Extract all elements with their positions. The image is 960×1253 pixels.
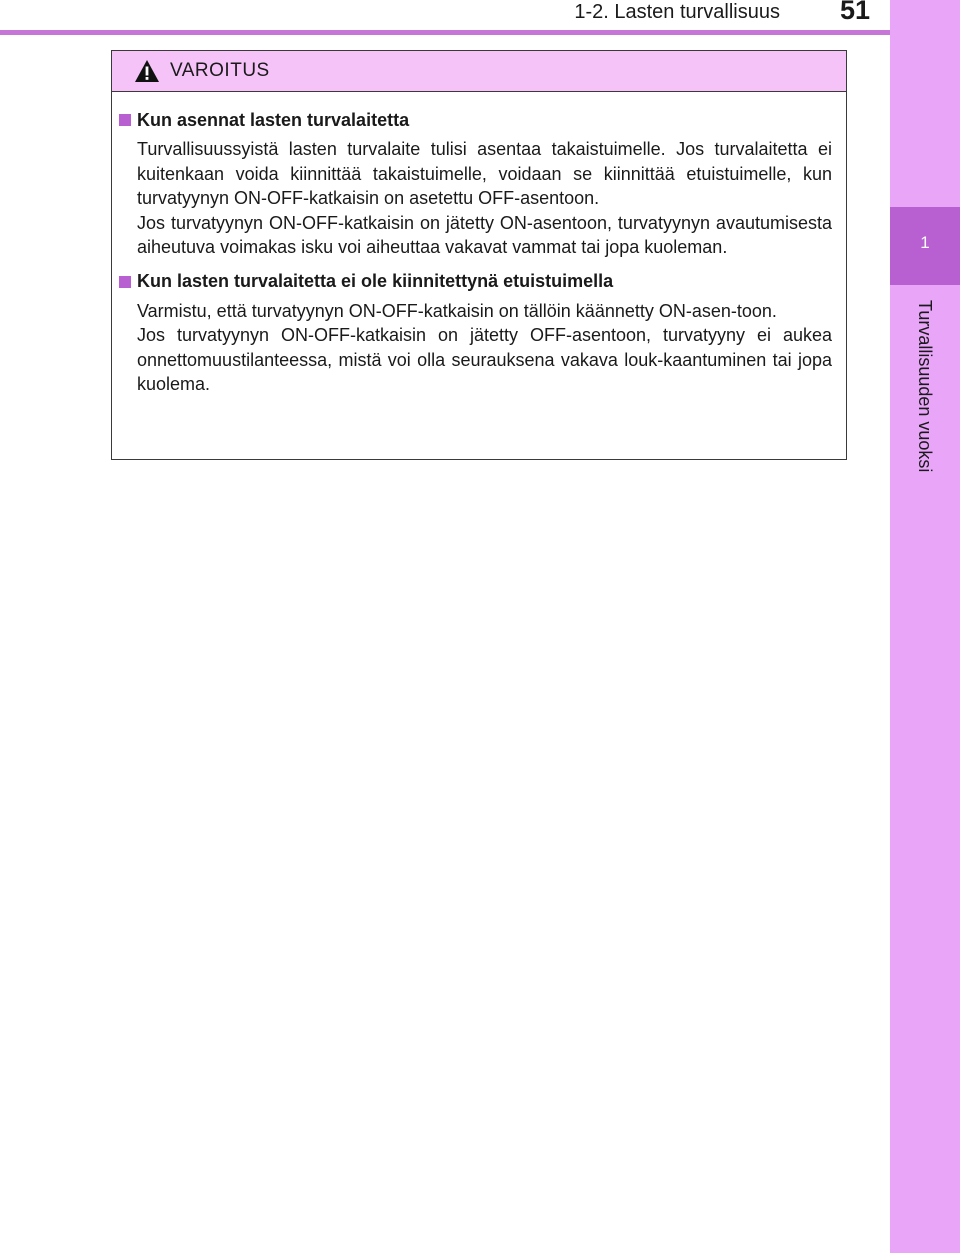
- paragraph: Jos turvatyynyn ON-OFF-katkaisin on jätetty OFF-asentoon, turvatyyny ei aukea onnettomuustilanteessa, mistä voi olla seurauksena vakava louk-kaantuminen tai jopa kuolema.: [137, 325, 832, 394]
- warning-triangle-icon: [134, 59, 160, 83]
- chapter-label: Turvallisuuden vuoksi: [915, 300, 935, 473]
- warning-body: [112, 92, 846, 397]
- square-bullet-icon: [119, 114, 131, 126]
- paragraph: Varmistu, että turvatyynyn ON-OFF-katkaisin on tällöin käännetty ON-asen-toon.: [137, 300, 777, 321]
- warning-section-not-front: [119, 270, 832, 397]
- section-heading-text: Kun asennat lasten turvalaitetta: [137, 109, 410, 130]
- paragraph: Jos turvatyynyn ON-OFF-katkaisin on jätetty ON-asentoon, turvatyynyn avautumisesta aiheutuva voimakas isku voi aiheuttaa vakavat vammat tai jopa kuoleman.: [137, 212, 832, 257]
- square-bullet-icon: [119, 276, 131, 288]
- section-heading-text: Kun lasten turvalaitetta ei ole kiinnitettynä etuistuimella: [137, 271, 614, 291]
- warning-header: [112, 51, 846, 92]
- chapter-number: 1: [890, 207, 960, 285]
- warning-box: [111, 50, 847, 460]
- page-number: 51: [839, 0, 871, 25]
- paragraph: Turvallisuussyistä lasten turvalaite tulisi asentaa takaistuimelle. Jos turvalaitetta ei kuitenkaan voida kiinnittää takaistuimelle, voidaan se kiinnittää etuistuimelle, kun turvatyynyn ON-OFF-katkaisin on asetettu OFF-asentoon.: [137, 139, 832, 208]
- warning-title: VAROITUS: [170, 60, 270, 81]
- section-heading: [119, 270, 832, 294]
- section-heading: [119, 108, 832, 132]
- warning-section-install: [119, 108, 832, 260]
- section-title: 1-2. Lasten turvallisuus: [574, 1, 780, 23]
- chapter-side-tab: [890, 0, 960, 1253]
- header-rule: [0, 30, 890, 35]
